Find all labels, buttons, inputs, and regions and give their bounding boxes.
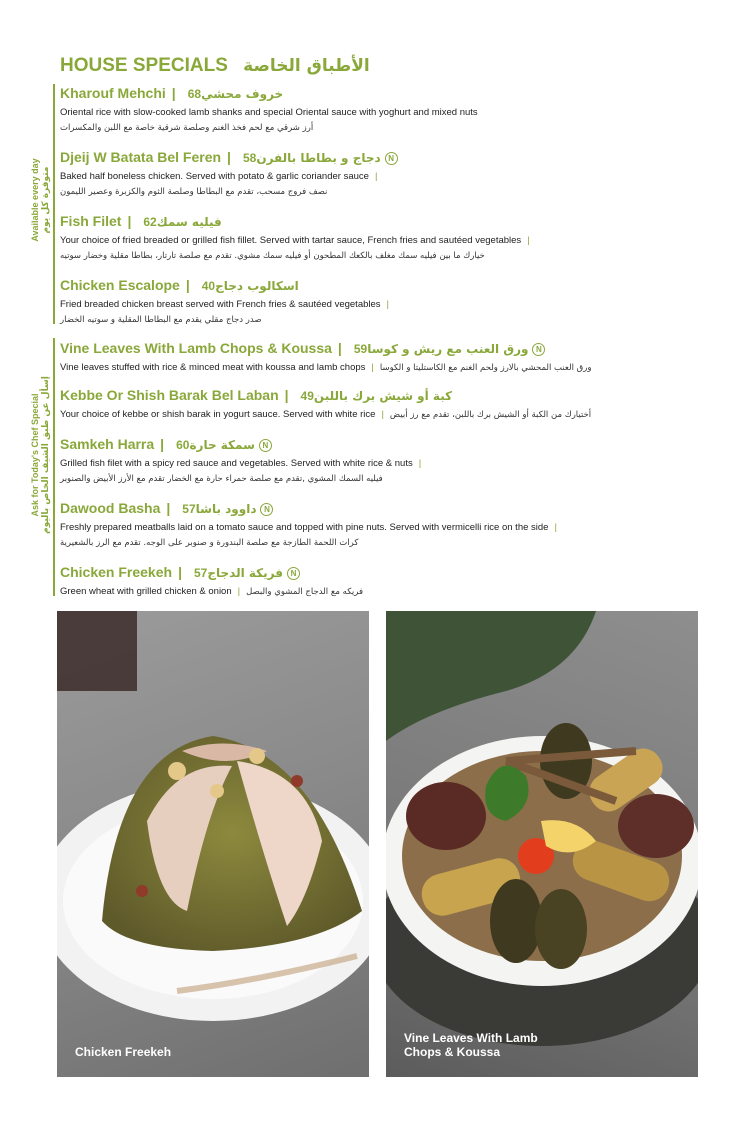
item-name-ar: دجاج و بطاطا بالفرن: [256, 151, 381, 165]
item-name: Dawood Basha: [60, 500, 161, 516]
item-description-ar: ورق العنب المحشي بالارز ولحم الغنم مع الكاستليتا و الكوسا: [379, 363, 592, 373]
item-name: Chicken Escalope: [60, 277, 180, 293]
item-name: Kebbe Or Shish Barak Bel Laban: [60, 387, 279, 403]
photo-caption: Chicken Freekeh: [75, 1045, 172, 1059]
badge-icon: N: [260, 503, 273, 516]
page-title: [60, 55, 370, 77]
menu-item-samkeh-harra[interactable]: [60, 435, 700, 486]
item-name-ar: فريكة الدجاج: [207, 566, 283, 580]
item-name-ar: اسكالوب دجاج: [215, 279, 299, 293]
item-name-ar: داوود باشا: [195, 502, 257, 516]
item-header: Chicken Escalope | اسكالوب دجاج40: [60, 277, 299, 293]
item-name: Vine Leaves With Lamb Chops & Koussa: [60, 340, 332, 356]
item-price: 40: [201, 279, 216, 293]
item-description: Freshly prepared meatballs laid on a tomato sauce and topped with pine nuts. Served with vermicelli rice on the side |: [60, 522, 557, 533]
item-header: Kharouf Mehchi | خروف محشي68: [60, 85, 284, 101]
item-name: Kharouf Mehchi: [60, 85, 166, 101]
item-description-ar: فيليه السمك المشوي ,تقدم مع صلصة حمراء حارة مع الخضار تقدم مع الأرز الأبيض والصنوبر: [60, 474, 383, 484]
item-header: Samkeh Harra | سمكة حارة60 N: [60, 435, 700, 454]
menu-item-vine-leaves[interactable]: [60, 339, 700, 375]
item-description-ar: نصف فروج مسحب، تقدم مع البطاطا وصلصة الثوم والكزبرة وعصير الليمون: [60, 187, 328, 197]
menu-item-djeij-batata[interactable]: [60, 148, 700, 199]
menu-item-chicken-freekeh[interactable]: [60, 563, 700, 599]
badge-icon: N: [259, 439, 272, 452]
item-header: Kebbe Or Shish Barak Bel Laban | كبة أو شيش برك باللبن49: [60, 387, 453, 403]
item-description: Your choice of fried breaded or grilled fish fillet. Served with tartar sauce, French fries and sautéed vegetables |: [60, 235, 530, 246]
item-header: Fish Filet | فيليه سمك62: [60, 213, 222, 229]
chef-label-en: Ask for Today's Chef Special: [30, 393, 40, 517]
item-price: 57: [182, 502, 196, 516]
item-name-ar: خروف محشي: [201, 87, 284, 101]
chicken-freekeh-illustration: [57, 611, 369, 1077]
item-description-ar: كرات اللحمة الطازجة مع صلصة البندورة و صنوبر على الوجه. تقدم مع الرز بالشعيرية: [60, 538, 359, 548]
item-price: 60: [176, 438, 190, 452]
item-header: Djeij W Batata Bel Feren | دجاج و بطاطا بالفرن58 N: [60, 148, 700, 167]
photo-vine-leaves: [386, 611, 698, 1077]
item-header: Vine Leaves With Lamb Chops & Koussa | ورق العنب مع ريش و كوسا59 N: [60, 339, 700, 358]
item-description: Oriental rice with slow-cooked lamb shanks and special Oriental sauce with yoghurt and mixed nuts: [60, 107, 478, 118]
item-header: Dawood Basha | داوود باشا57 N: [60, 499, 700, 518]
badge-icon: N: [385, 152, 398, 165]
item-name: Djeij W Batata Bel Feren: [60, 149, 222, 165]
menu-item-fish-filet[interactable]: [60, 212, 700, 263]
menu-item-kharouf-mehchi[interactable]: [60, 84, 700, 135]
badge-icon: N: [287, 567, 300, 580]
item-description: Baked half boneless chicken. Served with potato & garlic coriander sauce |: [60, 171, 378, 182]
menu-item-kebbe-shish-barak[interactable]: [60, 386, 700, 422]
item-description: Fried breaded chicken breast served with French fries & sautéed vegetables |: [60, 299, 390, 310]
everyday-label-en: Available every day: [30, 158, 40, 242]
everyday-divider: [53, 84, 55, 324]
menu-item-chicken-escalope[interactable]: [60, 276, 700, 327]
item-description-ar: صدر دجاج مقلي يقدم مع البطاطا المقلية و سوتيه الخضار: [60, 315, 262, 325]
vine-leaves-illustration: [386, 611, 698, 1077]
everyday-label: [30, 150, 52, 250]
item-price: 58: [242, 151, 257, 165]
item-description: Grilled fish filet with a spicy red sauce and vegetables. Served with white rice & nuts |: [60, 458, 422, 469]
item-description-ar: خيارك ما بين فيليه سمك مغلف بالكعك المطحون أو فيليه سمك مشوي. تقدم مع صلصة تارتار، بطاطا مقلية وخضار سوتيه: [60, 251, 485, 261]
item-price: 57: [193, 566, 208, 580]
item-name-ar: فيليه سمك: [156, 215, 222, 229]
item-price: 59: [353, 342, 368, 356]
item-description: Vine leaves stuffed with rice & minced meat with koussa and lamb chops | ورق العنب المحشي بالارز ولحم الغنم مع الكاستليتا و الكوسا: [60, 362, 592, 373]
item-price: 49: [300, 389, 314, 403]
item-name-ar: سمكة حارة: [189, 438, 255, 452]
item-name: Chicken Freekeh: [60, 564, 173, 580]
menu-item-dawood-basha[interactable]: [60, 499, 700, 550]
chef-label-ar: إسأل عن طبق الشيف الخاص باليوم: [41, 376, 51, 534]
item-name: Fish Filet: [60, 213, 122, 229]
page-title-ar: الأطباق الخاصة: [243, 56, 370, 76]
photo-chicken-freekeh: [57, 611, 369, 1077]
chef-label: [30, 370, 52, 540]
item-description-ar: أرز شرقي مع لحم فخذ الغنم وصلصة شرقية خاصة مع اللبن والمكسرات: [60, 123, 314, 133]
chef-divider: [53, 338, 55, 596]
item-description: Your choice of kebbe or shish barak in yogurt sauce. Served with white rice | أختيارك من الكبة أو الشيش برك باللبن، تقدم مع رز أبيض: [60, 409, 592, 420]
item-name-ar: كبة أو شيش برك باللبن: [313, 389, 453, 403]
badge-icon: N: [532, 343, 545, 356]
item-name: Samkeh Harra: [60, 436, 155, 452]
item-description-ar: فريكه مع الدجاج المشوي والبصل: [246, 587, 364, 597]
item-description-ar: أختيارك من الكبة أو الشيش برك باللبن، تقدم مع رز أبيض: [389, 410, 592, 420]
everyday-label-ar: متوفرة كل يوم: [41, 166, 51, 234]
item-header: Chicken Freekeh | فريكة الدجاج57 N: [60, 563, 700, 582]
page-title-en: HOUSE SPECIALS: [60, 55, 228, 76]
photo-caption: Vine Leaves With Lamb Chops & Koussa: [404, 1031, 538, 1059]
item-price: 62: [143, 215, 157, 229]
item-price: 68: [187, 87, 202, 101]
item-name-ar: ورق العنب مع ريش و كوسا: [367, 342, 529, 356]
item-description: Green wheat with grilled chicken & onion | فريكه مع الدجاج المشوي والبصل: [60, 586, 364, 597]
